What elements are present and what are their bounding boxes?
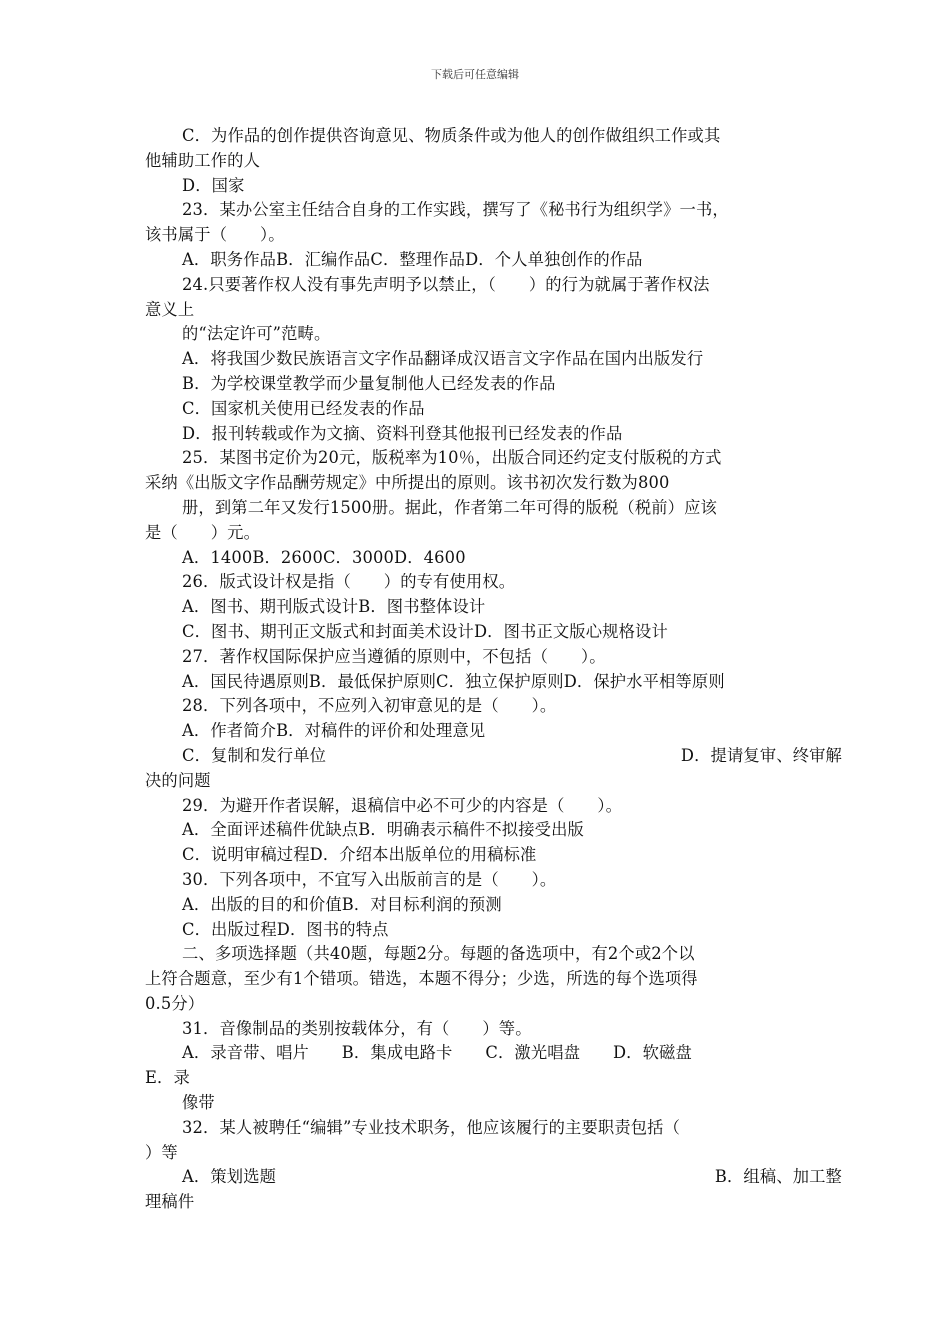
text-line: 理稿件 [145,1192,195,1212]
text-line [145,744,842,769]
text-line-left: A．策划选题 [182,1167,277,1187]
text-line: A．出版的目的和价值B．对目标利润的预测 [182,894,502,914]
text-line: 0.5分） [145,993,205,1013]
text-line: D．报刊转载或作为文摘、资料刊登其他报刊已经发表的作品 [182,423,623,443]
text-line: A．1400B．2600C．3000D．4600 [182,547,466,567]
text-line: 28．下列各项中，不应列入初审意见的是（ ）。 [182,696,557,716]
text-line: 决的问题 [145,770,211,790]
text-line: 他辅助工作的人 [145,150,261,170]
text-line: ）等 [145,1142,178,1162]
text-line: 32．某人被聘任“编辑”专业技术职务，他应该履行的主要职责包括（ [182,1117,681,1137]
text-line: A．将我国少数民族语言文字作品翻译成汉语言文字作品在国内出版发行 [182,349,704,369]
text-line: B．为学校课堂教学而少量复制他人已经发表的作品 [182,373,556,393]
text-line: D．国家 [182,175,245,195]
text-line: 像带 [182,1093,215,1113]
text-line: 23．某办公室主任结合自身的工作实践，撰写了《秘书行为组织学》一书， [182,200,729,220]
text-line: 上符合题意，至少有1个错项。错选，本题不得分；少选，所选的每个选项得 [145,969,698,989]
text-line: 采纳《出版文字作品酬劳规定》中所提出的原则。该书初次发行数为800 [145,473,670,493]
page-header: 下载后可任意编辑 [431,68,519,81]
text-line: A．作者简介B．对稿件的评价和处理意见 [182,721,486,741]
text-line: C．为作品的创作提供咨询意见、物质条件或为他人的创作做组织工作或其 [182,126,721,145]
text-line: 的“法定许可”范畴。 [182,324,331,344]
text-line: 27．著作权国际保护应当遵循的原则中，不包括（ ）。 [182,646,606,666]
text-line: 意义上 [145,299,195,319]
text-line-right: D．提请复审、终审解 [680,745,842,765]
text-line [145,1165,842,1190]
text-line: C．国家机关使用已经发表的作品 [182,398,425,418]
text-line: 31．音像制品的类别按载体分，有（ ）等。 [182,1018,532,1038]
text-line: A．图书、期刊版式设计B．图书整体设计 [182,597,486,617]
text-line: 是（ ）元。 [145,522,261,542]
text-line: 29．为避开作者误解，退稿信中必不可少的内容是（ ）。 [182,795,623,815]
text-line: C．出版过程D．图书的特点 [182,919,389,939]
text-line: 二、多项选择题（共40题，每题2分。每题的备选项中，有2个或2个以 [182,944,695,964]
text-line: A．国民待遇原则B．最低保护原则C．独立保护原则D．保护水平相等原则 [182,671,725,691]
text-line: A．全面评述稿件优缺点B．明确表示稿件不拟接受出版 [182,820,584,840]
document-body [145,124,842,1215]
text-line: 25．某图书定价为20元，版税率为10％，出版合同还约定支付版税的方式 [182,448,722,468]
text-line: 26．版式设计权是指（ ）的专有使用权。 [182,572,516,592]
text-line: E．录 [145,1068,190,1088]
text-line: A．录音带、唱片 B．集成电路卡 C．激光唱盘 D．软磁盘 [182,1043,692,1063]
text-line-left: C．复制和发行单位 [182,745,327,765]
text-line: 该书属于（ ）。 [145,225,285,245]
text-line: 册，到第二年又发行1500册。据此，作者第二年可得的版税（税前）应该 [182,497,717,517]
text-line: 24.只要著作权人没有事先声明予以禁止，（ ）的行为就属于著作权法 [182,274,710,294]
text-line: C．说明审稿过程D．介绍本出版单位的用稿标准 [182,845,537,865]
text-line: 30．下列各项中，不宜写入出版前言的是（ ）。 [182,869,557,889]
text-line-right: B．组稿、加工整 [714,1167,842,1187]
text-line: A．职务作品B．汇编作品C．整理作品D．个人单独创作的作品 [182,249,643,269]
text-line: C．图书、期刊正文版式和封面美术设计D．图书正文版心规格设计 [182,621,668,641]
